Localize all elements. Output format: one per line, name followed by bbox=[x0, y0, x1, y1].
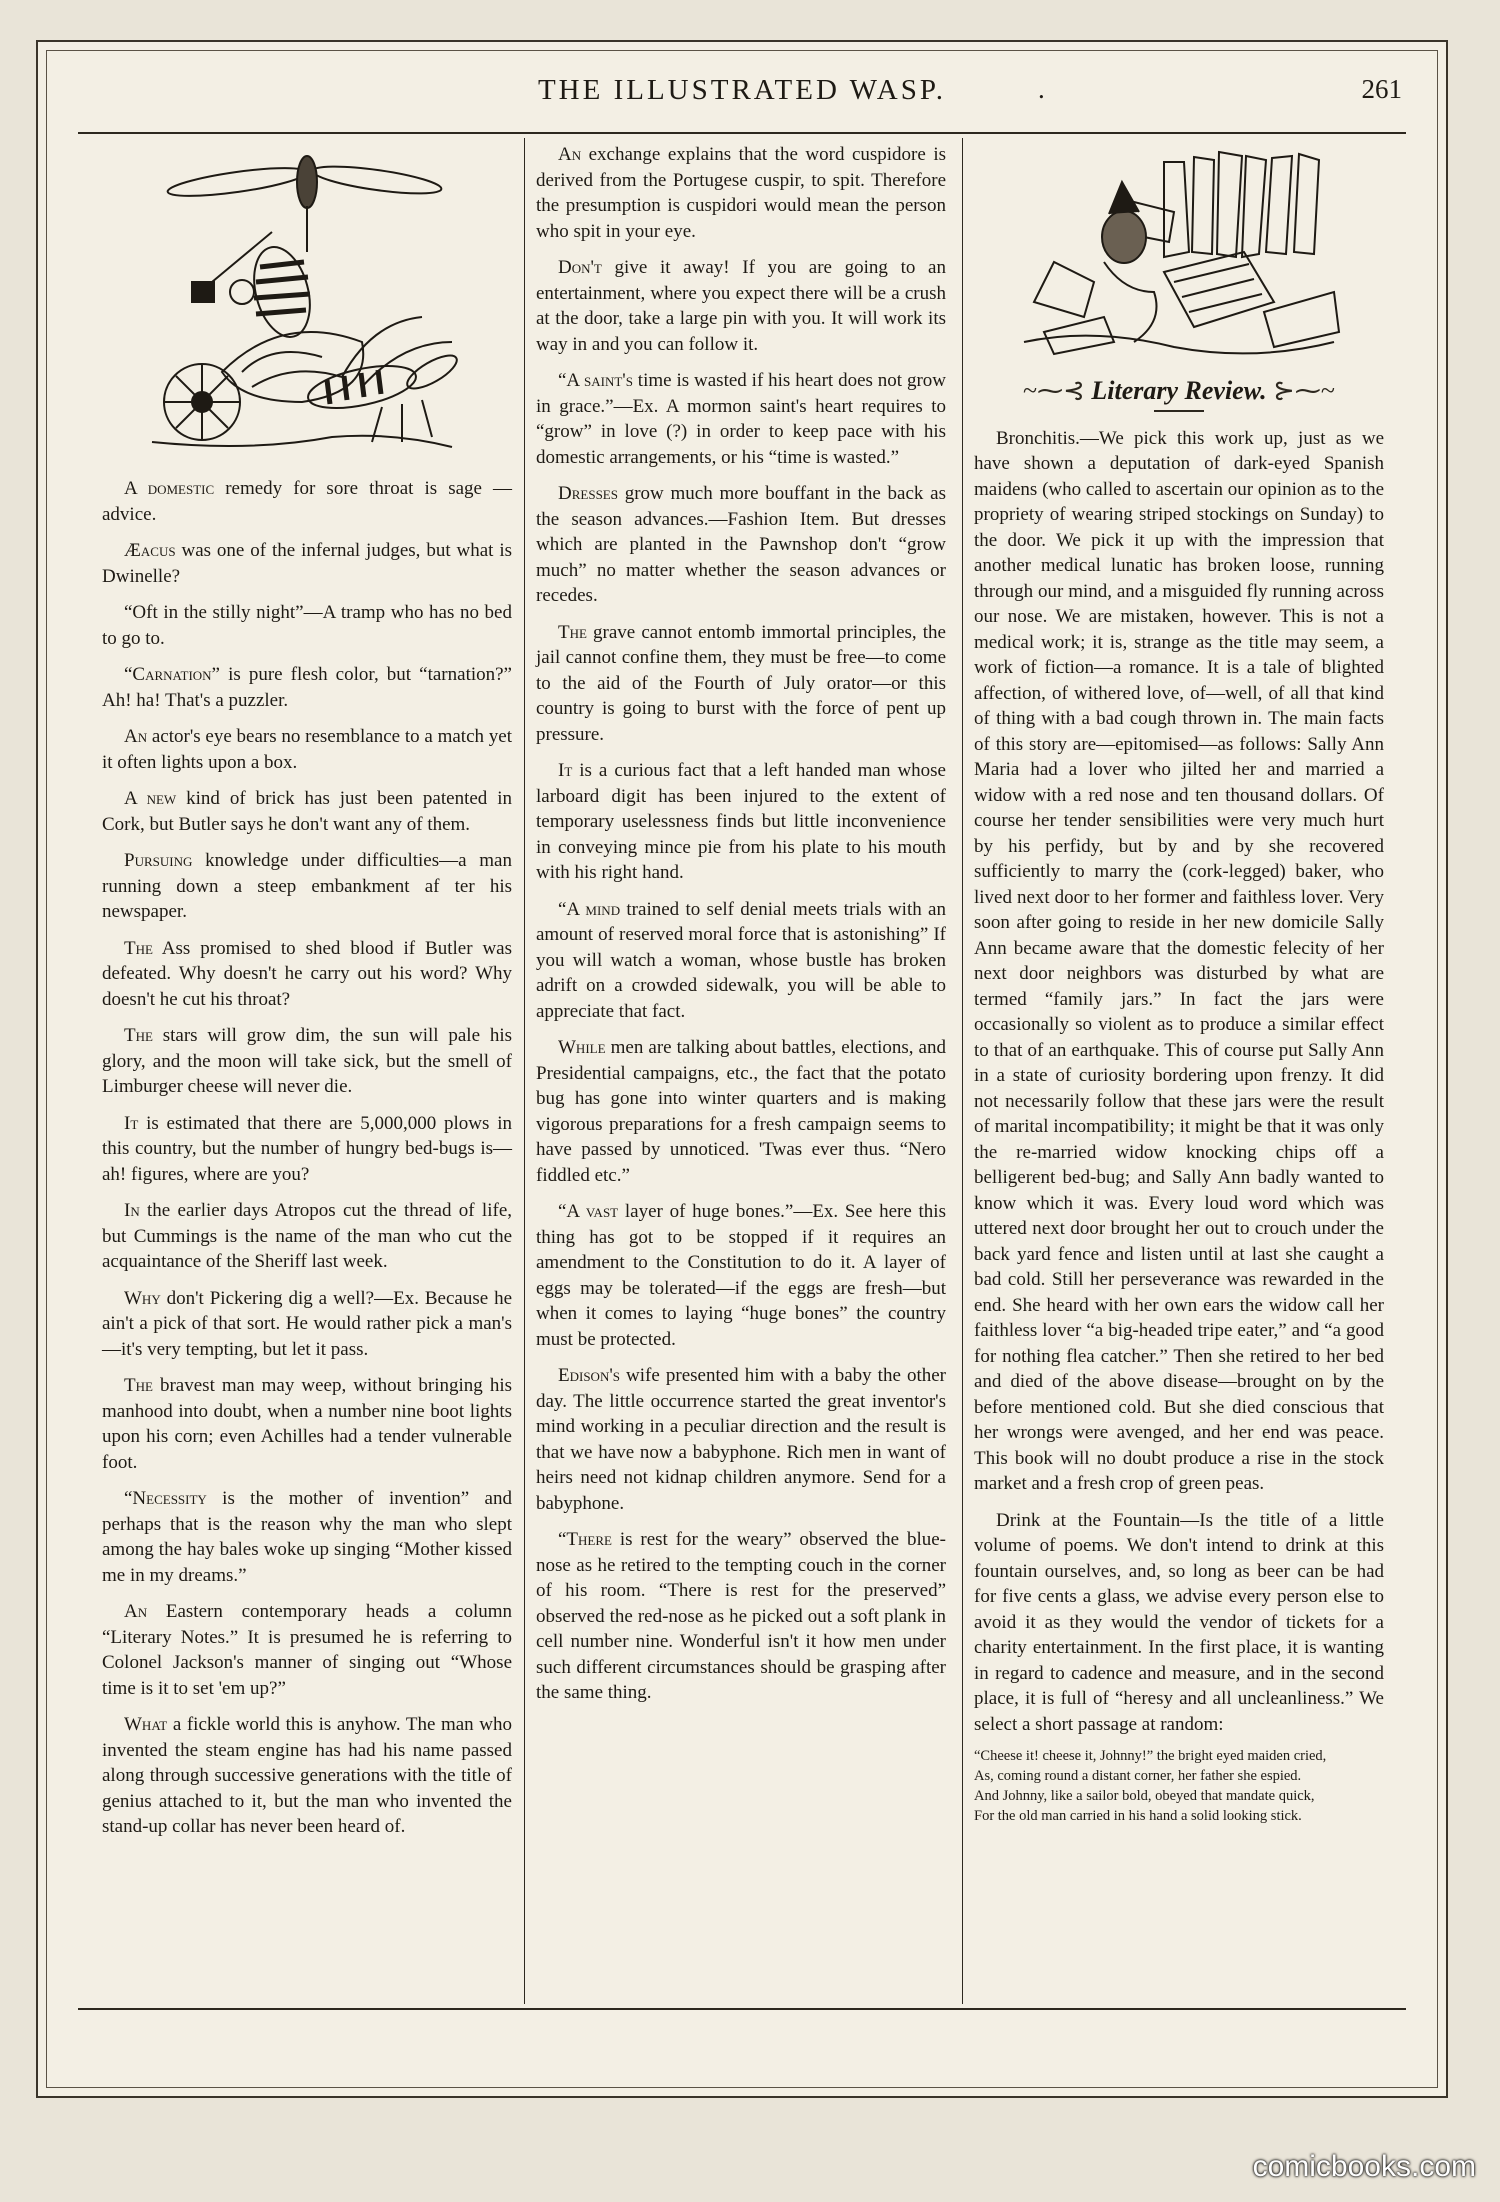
paragraph-text: stars will grow dim, the sun will pale his glory, and the moon will take sick, but the smell of Limburger cheese will never die. bbox=[102, 1025, 512, 1097]
verse-line: As, coming round a distant corner, her father she espied. bbox=[974, 1768, 1302, 1784]
paragraph-item bbox=[102, 1111, 512, 1188]
lead-word: The bbox=[124, 1375, 153, 1396]
paragraph-text: Eastern contemporary heads a column “Literary Notes.” It is presumed he is referring to Colonel Jackson's manner of singing out “Whose time is it to set 'em up?” bbox=[102, 1601, 512, 1699]
lead-word: An bbox=[124, 726, 148, 747]
paragraph-text: don't Pickering dig a well?—Ex. Because he ain't a pick of that sort. He would rather pick a man's—it's very tempting, but let it pass. bbox=[102, 1287, 512, 1360]
lead-word: It bbox=[558, 760, 573, 781]
paragraph-text: Ass promised to shed blood if Butler was defeated. Why doesn't he carry out his word? Why doesn't he cut his throat? bbox=[102, 937, 512, 1010]
paragraph-item bbox=[536, 1035, 946, 1188]
lead-word: “There bbox=[558, 1529, 612, 1550]
column-divider bbox=[524, 138, 525, 2004]
review-drink-at-the-fountain: Drink at the Fountain—Is the title of a little volume of poems. We don't intend to drink at this fountain ourselves, and, so long as beer can be had for five cents a glass, we advise every person else to avoid it as they would the vendor of tickets for a charity entertainment. In the first place, it is wanting in regard to cadence and measure, and in the second place, it is full of “heresy and all uncleanliness.” We select a short passage at random: bbox=[974, 1509, 1384, 1735]
lead-word: What bbox=[124, 1714, 168, 1735]
paragraph-text: knowledge under difficulties—a man running down a steep embankment af ter his newspaper. bbox=[102, 850, 512, 922]
paragraph-item bbox=[102, 538, 512, 589]
paragraph-text: exchange explains that the word cuspidore is derived from the Portugese cuspir, to spit. Therefore the presumption is cuspidori would mean the person who spit in your eye. bbox=[536, 144, 946, 242]
lead-word: Why bbox=[124, 1287, 161, 1309]
paragraph-item bbox=[102, 1023, 512, 1100]
paragraph-text: bravest man may weep, without bringing his manhood into doubt, when a number nine boot lights upon his corn; even Achilles had a tender vulnerable foot. bbox=[102, 1375, 512, 1473]
paragraph-item bbox=[102, 476, 512, 527]
column-3 bbox=[974, 142, 1384, 1828]
verse-line: And Johnny, like a sailor bold, obeyed that mandate quick, bbox=[974, 1788, 1315, 1804]
lead-word: “A mind bbox=[558, 898, 621, 920]
verse-line: For the old man carried in his hand a solid looking stick. bbox=[974, 1808, 1302, 1824]
paragraph-item bbox=[536, 1527, 946, 1706]
header-rule bbox=[78, 132, 1406, 134]
paragraph-text: “Oft in the stilly night”—A tramp who has no bed to go to. bbox=[102, 602, 512, 649]
verse-line: “Cheese it! cheese it, Johnny!” the bright eyed maiden cried, bbox=[974, 1748, 1327, 1764]
paragraph-item bbox=[536, 142, 946, 244]
lead-word: An bbox=[124, 1601, 148, 1622]
goblin-reading-illustration bbox=[1014, 142, 1344, 372]
masthead-title: THE ILLUSTRATED WASP. bbox=[537, 74, 947, 106]
paragraph-item bbox=[102, 1599, 512, 1701]
watermark: comicbooks.com bbox=[1252, 2150, 1476, 2183]
paragraph-text: grow much more bouffant in the back as the season advances.—Fashion Item. But dresses which are planted in the Pawnshop don't “grow much” no matter whether the season advances or recedes. bbox=[536, 483, 946, 606]
paragraph-text: is rest for the weary” observed the blue-nose as he retired to the tempting couch in the corner of his room. “There is rest for the preserved” observed the red-nose as he picked out a soft plank in cell number nine. Wonderful isn't it how men under such different circumstances should be grasping after the same thing. bbox=[536, 1529, 946, 1703]
page-header bbox=[78, 64, 1406, 114]
paragraph-text: wife presented him with a baby the other day. The little occurrence started the great inventor's mind working in a peculiar direction and the result is that we have now a babyphone. Rich men in want of heirs need not kidnap children anymore. Send for a babyphone. bbox=[536, 1365, 946, 1514]
paragraph-item bbox=[102, 786, 512, 837]
paragraph-item bbox=[536, 1363, 946, 1516]
paragraph-text: is a curious fact that a left handed man whose larboard digit has been injured to the extent of temporary uselessness finds but little inconvenience in conveying mince pie from his plate to his mouth with his right hand. bbox=[536, 760, 946, 883]
column-divider bbox=[962, 138, 963, 2004]
lead-word: A new bbox=[124, 788, 177, 809]
paragraph-item bbox=[536, 620, 946, 748]
wasp-chariot-illustration bbox=[132, 142, 482, 462]
lead-word: “A vast bbox=[558, 1201, 619, 1222]
paragraph-text: is estimated that there are 5,000,000 plows in this country, but the number of hungry bed-bugs is—ah! figures, where are you? bbox=[102, 1112, 512, 1185]
column-2 bbox=[536, 142, 946, 1717]
paragraph-text: men are talking about battles, elections, and Presidential campaigns, etc., the fact that the potato bug has gone into winter quarters and is making vigorous preparations for a fresh campaign seems to have passed by unnoticed. 'Twas ever thus. “Nero fiddled etc.” bbox=[536, 1037, 946, 1186]
lead-word: Edison's bbox=[558, 1365, 620, 1386]
lead-word: It bbox=[124, 1112, 139, 1134]
paragraph-item bbox=[102, 1286, 512, 1363]
paragraph-text: time is wasted if his heart does not grow in grace.”—Ex. A mormon saint's heart requires to “grow” in love (?) in order to keep pace with his domestic arrangements, or his “time is wasted.” bbox=[536, 370, 946, 468]
header-dot: . bbox=[1038, 74, 1045, 104]
column-1 bbox=[102, 142, 512, 1851]
lead-word: Pursuing bbox=[124, 850, 193, 871]
lead-word: Æacus bbox=[124, 540, 176, 561]
lead-word: An bbox=[558, 144, 582, 165]
review-bronchitis: Bronchitis.—We pick this work up, just as we have shown a deputation of dark-eyed Spanish maidens (who called to ascertain our opinion as to the propriety of wearing striped stockings on Sunday) to the door. We pick it up with the impression that another medical lunatic has broken loose, running through our mind, and a misguided fly running across our nose. We are mistaken, however. This is not a medical work; it is, strange as the title may seem, a work of fiction—a romance. It is a tale of blighted affection, of withered love, of—well, of all that kind of thing with a bad cough thrown in. The main facts of this story are—epitomised—as follows: Sally Ann Maria had a lover who jilted her and married a widow with a red nose and ten thousand dollars. Of course her tender sensibilities were very much hurt by his perfidy, but by and by she recovered sufficiently to marry the (cork-legged) baker, who lived next door to her former and faithless lover. Very soon after going to reside in her new domicile Sally Ann became aware that the domestic felecity of her next door neighbors was disturbed by what are termed “family jars.” In fact the jars were occasionally so violent as to produce a similar effect to that of an earthquake. This of course put Sally Ann in a state of curiosity bordering upon frenzy. It did not necessarily follow that these jars were the result of marital incompatibility; it might be that it was only the re-married widow knocking chips off a belligerent bed-bug; and Sally Ann badly wanted to know which it was. Every loud word which was uttered next door brought her out to crouch under the back yard fence and listen until at last she caught a bad cold. Still her perseverance was rewarded in the end. She heard with her own ears the widow call her faithless lover “a big-headed tripe eater,” and “a good for nothing flea catcher.” Then she retired to her bed and died of the above disease—brought on by the before mentioned cold. But she died conscious that her wrongs were avenged, and her end was peace. This book will no doubt produce a rise in the stock market and a fresh crop of green peas. bbox=[974, 427, 1384, 1494]
paragraph-text: give it away! If you are going to an entertainment, where you expect there will be a crush at the door, take a large pin with you. It will work its way in and you can follow it. bbox=[536, 257, 946, 355]
lead-word: A domestic bbox=[124, 478, 215, 499]
lead-word: “Carnation” bbox=[124, 664, 220, 685]
lead-word: Dresses bbox=[558, 483, 618, 504]
paragraph-item bbox=[102, 600, 512, 651]
lead-word: “A saint's bbox=[558, 370, 633, 391]
literary-review-heading: ~⁓⊰ Literary Review. ⊱⁓~ bbox=[1023, 376, 1335, 405]
paragraph-text: is the mother of invention” and perhaps that is the reason why the man who slept among the hay bales woke up singing “Mother kissed me in my dreams.” bbox=[102, 1488, 512, 1586]
paragraph-item bbox=[102, 1486, 512, 1588]
lead-word: The bbox=[124, 1025, 153, 1046]
paragraph-text: actor's eye bears no resemblance to a match yet it often lights upon a box. bbox=[102, 726, 512, 773]
page-number: 261 bbox=[1361, 74, 1402, 104]
newspaper-page bbox=[36, 40, 1448, 2098]
paragraph-item bbox=[102, 936, 512, 1013]
paragraph-text: trained to self denial meets trials with an amount of reserved moral force that is astonishing” If you will watch a woman, whose bustle has broken adrift on a crowded sidewalk, you will be able to appreciate that fact. bbox=[536, 898, 946, 1022]
paragraph-item bbox=[102, 662, 512, 713]
lead-word: In bbox=[124, 1200, 140, 1221]
paragraph-item bbox=[102, 1198, 512, 1275]
paragraph-text: remedy for sore throat is sage —advice. bbox=[102, 478, 512, 525]
paragraph-text: a fickle world this is anyhow. The man who invented the steam engine has had his name passed along through successive generations with the title of genius attached to it, but the man who invented the stand-up collar has never been heard of. bbox=[102, 1714, 512, 1837]
lead-word: While bbox=[558, 1037, 606, 1058]
lead-word: The bbox=[124, 937, 153, 959]
heading-rule bbox=[1154, 410, 1204, 412]
paragraph-item bbox=[536, 758, 946, 886]
paragraph-item bbox=[102, 724, 512, 775]
paragraph-item bbox=[102, 1373, 512, 1475]
paragraph-item bbox=[536, 897, 946, 1025]
lead-word: “Necessity bbox=[124, 1488, 207, 1509]
paragraph-item bbox=[102, 1712, 512, 1840]
paragraph-text: was one of the infernal judges, but what is Dwinelle? bbox=[102, 540, 512, 587]
paragraph-item bbox=[536, 481, 946, 609]
paragraph-item bbox=[536, 255, 946, 357]
paragraph-item bbox=[536, 1199, 946, 1352]
footer-rule bbox=[78, 2008, 1406, 2010]
paragraph-text: kind of brick has just been patented in Cork, but Butler says he don't want any of them. bbox=[102, 788, 512, 835]
paragraph-item bbox=[102, 848, 512, 925]
lead-word: Don't bbox=[558, 257, 602, 278]
paragraph-item bbox=[536, 368, 946, 470]
paragraph-text: grave cannot entomb immortal principles, the jail cannot confine them, they must be free—to come to the aid of the Fourth of July orator—or this country is going to burst with the force of pent up pressure. bbox=[536, 621, 946, 745]
lead-word: The bbox=[558, 621, 587, 643]
paragraph-text: the earlier days Atropos cut the thread of life, but Cummings is the name of the man who cut the acquaintance of the Sheriff last week. bbox=[102, 1200, 512, 1272]
paragraph-text: is pure flesh color, but “tarnation?” Ah! ha! That's a puzzler. bbox=[102, 664, 512, 711]
paragraph-text: layer of huge bones.”—Ex. See here this thing has got to be stopped if it requires an amendment to the Constitution to do it. A layer of eggs may be tolerated—if the eggs are fresh—but when it comes to laying “huge bones” the country must be protected. bbox=[536, 1201, 946, 1350]
